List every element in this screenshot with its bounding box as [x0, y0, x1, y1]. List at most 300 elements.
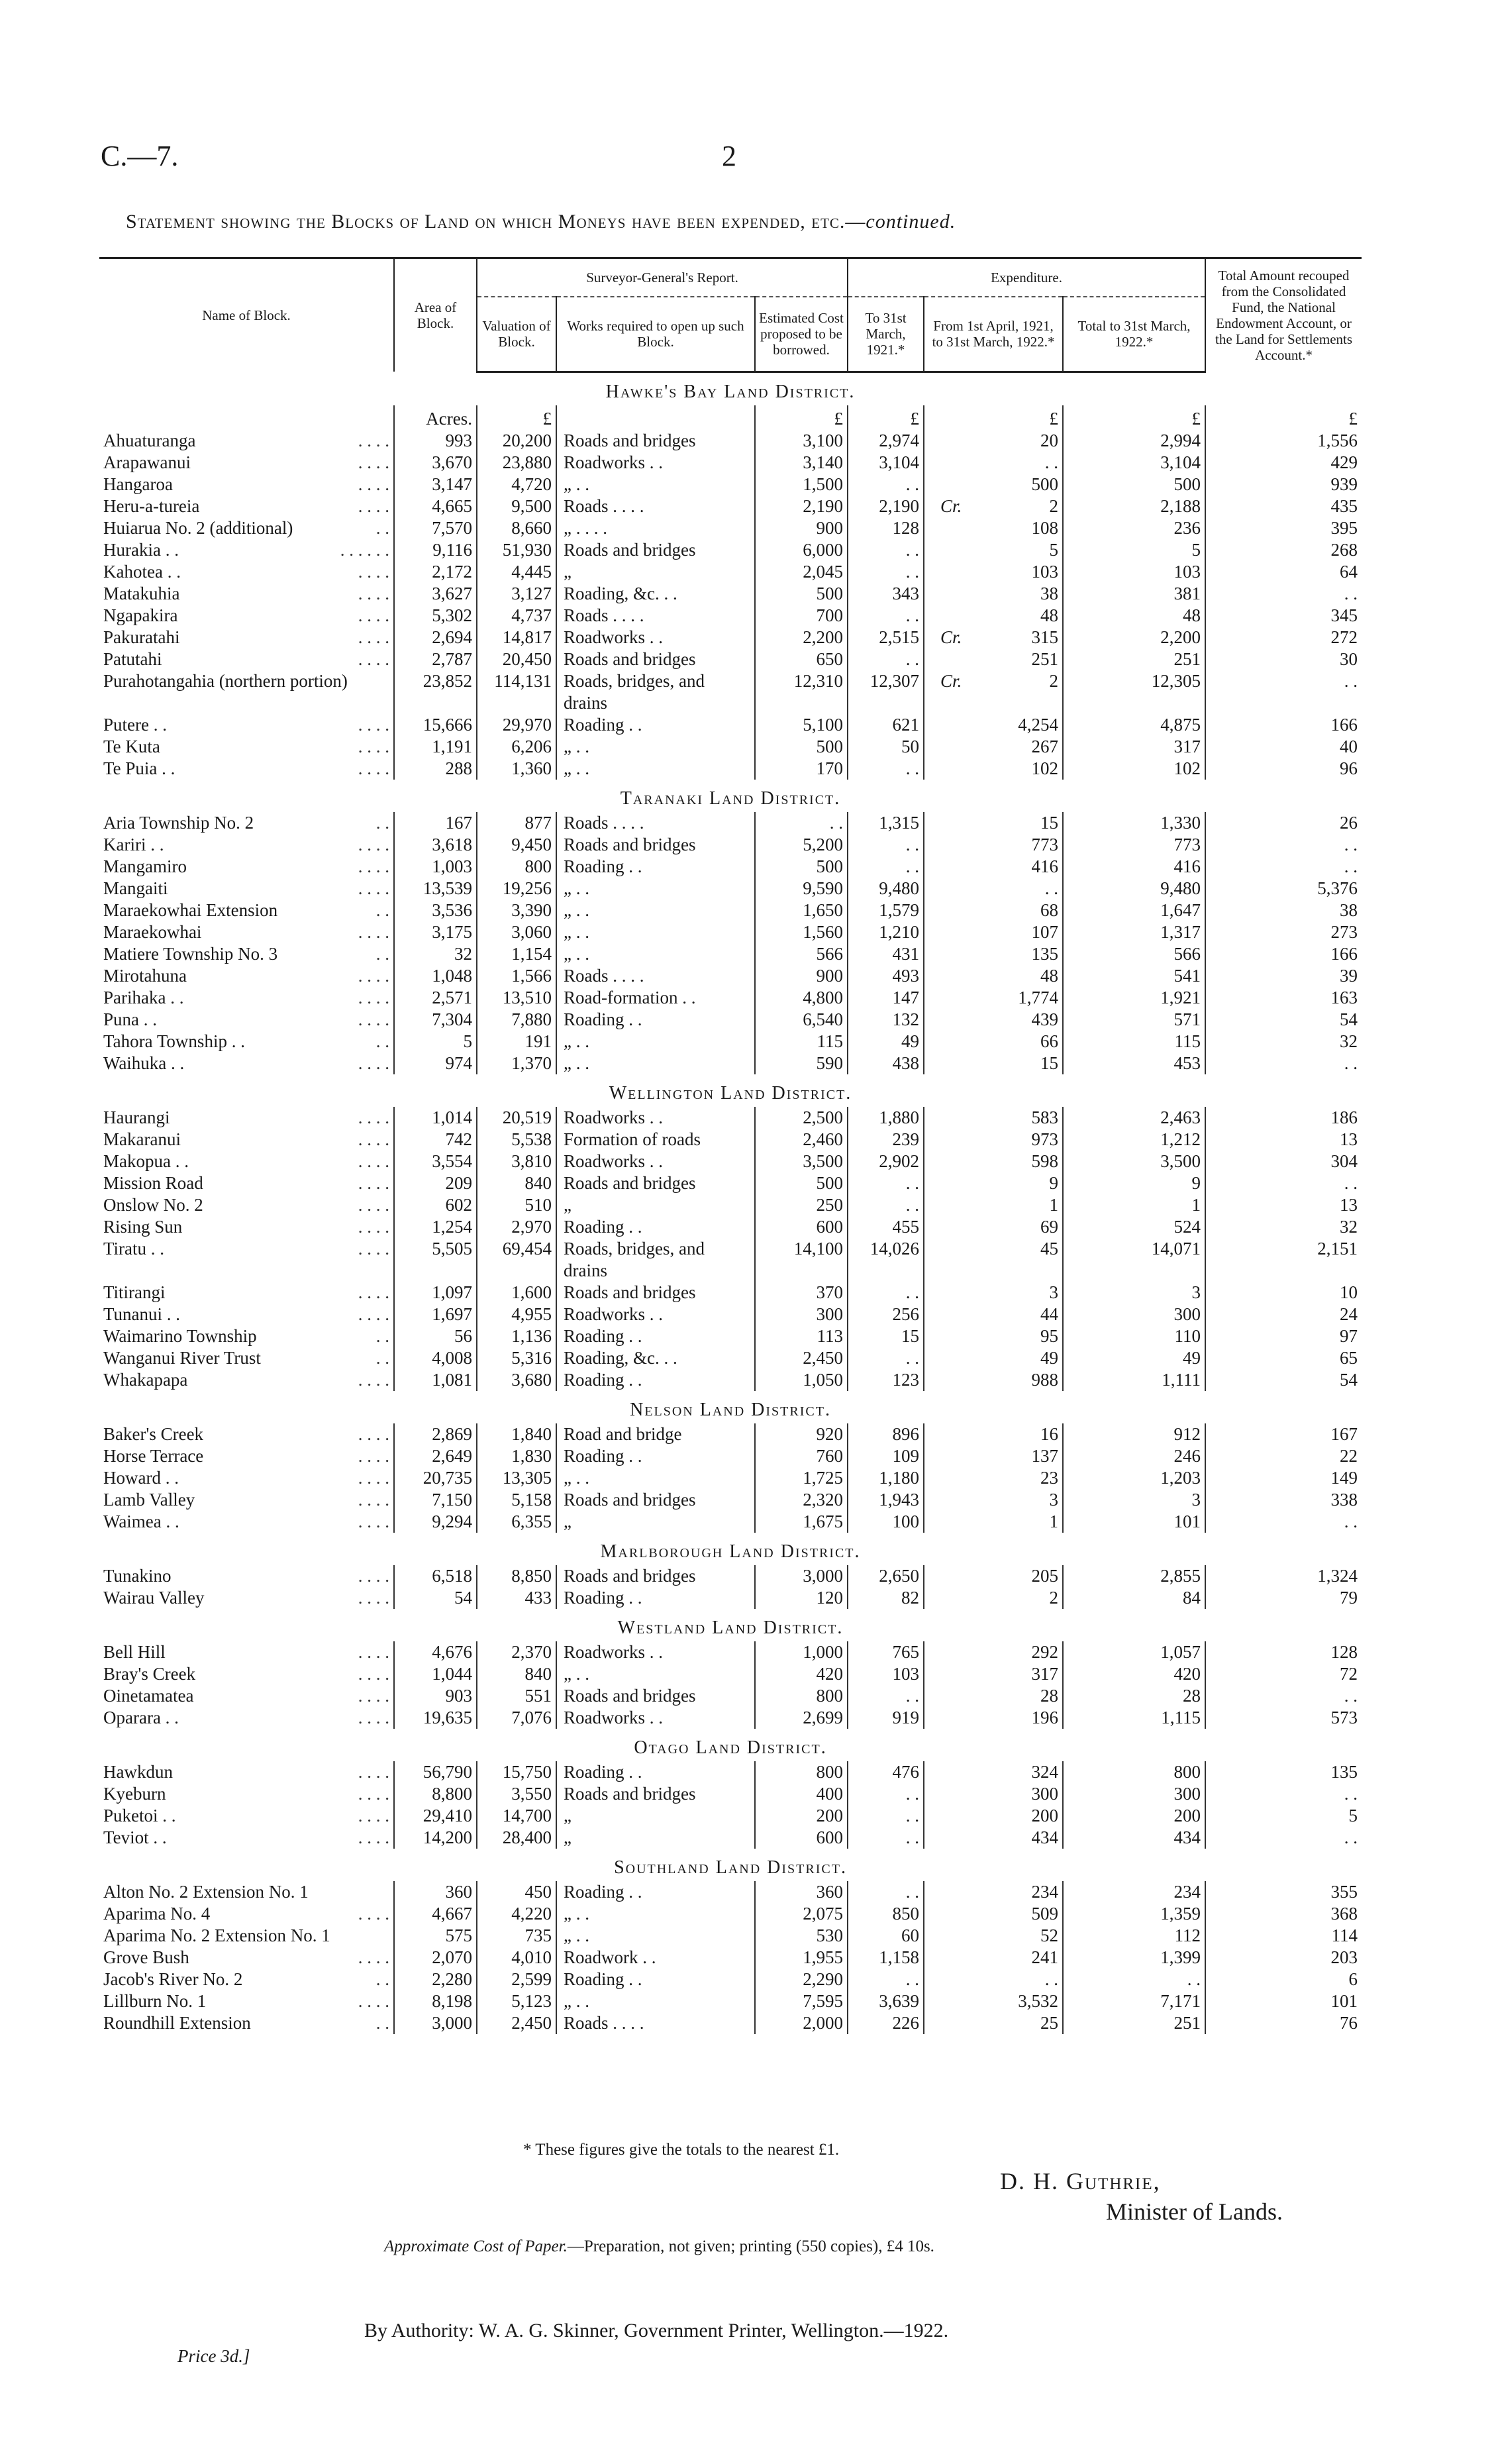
works-cell: „ . .: [556, 1663, 755, 1685]
period-cell: [924, 2012, 1063, 2034]
recouped-cell: . .: [1205, 670, 1362, 714]
leader-dots: . . . .: [358, 1489, 389, 1510]
recouped-cell: 38: [1205, 899, 1362, 921]
block-name: Heru-a-tureia: [103, 495, 200, 516]
recouped-cell: 429: [1205, 452, 1362, 474]
block-name-cell: [99, 1511, 394, 1533]
area-cell: 167: [394, 812, 477, 834]
total-1922-cell: 103: [1063, 561, 1205, 583]
works-cell: „ . .: [556, 1990, 755, 2012]
block-name: Puna . .: [103, 1009, 157, 1029]
table-row: [99, 627, 1362, 648]
block-name-cell: [99, 1445, 394, 1467]
total-1922-cell: 48: [1063, 605, 1205, 627]
area-cell: 2,869: [394, 1423, 477, 1445]
table-row: [99, 1827, 1362, 1849]
works-cell: Roading . .: [556, 1009, 755, 1031]
works-cell: „: [556, 1194, 755, 1216]
table-row: [99, 1663, 1362, 1685]
leader-dots: . . . .: [358, 1304, 389, 1324]
to-1921-cell: 2,515: [848, 627, 924, 648]
to-1921-cell: 256: [848, 1304, 924, 1325]
valuation-cell: 20,450: [477, 648, 556, 670]
table-row: [99, 943, 1362, 965]
total-1922-cell: . .: [1063, 1969, 1205, 1990]
block-name-cell: [99, 878, 394, 899]
unit-recouped: £: [1205, 405, 1362, 430]
table-row: [99, 1641, 1362, 1663]
recouped-cell: 338: [1205, 1489, 1362, 1511]
estimated-cell: 370: [755, 1282, 848, 1304]
total-1922-cell: 1,330: [1063, 812, 1205, 834]
to-1921-cell: . .: [848, 1783, 924, 1805]
area-cell: 4,667: [394, 1903, 477, 1925]
period-value: 38: [1040, 583, 1059, 603]
leader-dots: . .: [375, 1031, 389, 1051]
period-cell: [924, 517, 1063, 539]
block-name-cell: [99, 1881, 394, 1903]
period-value: 200: [1031, 1805, 1059, 1825]
statement-title-main: Statement showing the Blocks of Land on which Moneys have been expended, etc.—: [126, 211, 866, 232]
area-cell: 3,147: [394, 474, 477, 495]
leader-dots: . . . .: [358, 1903, 389, 1924]
block-name-cell: [99, 1947, 394, 1969]
block-name: Grove Bush: [103, 1947, 189, 1967]
table-row: [99, 1238, 1362, 1282]
total-1922-cell: 12,305: [1063, 670, 1205, 714]
block-name: Haurangi: [103, 1107, 170, 1127]
to-1921-cell: 455: [848, 1216, 924, 1238]
total-1922-cell: 2,188: [1063, 495, 1205, 517]
leader-dots: . . . .: [358, 736, 389, 756]
block-name: Horse Terrace: [103, 1445, 204, 1466]
block-name-cell: [99, 430, 394, 452]
total-1922-cell: 420: [1063, 1663, 1205, 1685]
estimated-cell: 920: [755, 1423, 848, 1445]
block-name: Bell Hill: [103, 1641, 166, 1662]
total-1922-cell: 571: [1063, 1009, 1205, 1031]
unit-total: £: [1063, 405, 1205, 430]
block-name-cell: [99, 1969, 394, 1990]
works-cell: Roads and bridges: [556, 539, 755, 561]
period-value: 251: [1031, 648, 1059, 669]
total-1922-cell: 7,171: [1063, 1990, 1205, 2012]
recouped-cell: 32: [1205, 1216, 1362, 1238]
recouped-cell: 13: [1205, 1129, 1362, 1151]
block-name-cell: [99, 1172, 394, 1194]
period-cell: [924, 1304, 1063, 1325]
area-cell: 5: [394, 1031, 477, 1052]
works-cell: „ . .: [556, 1031, 755, 1052]
recouped-cell: 368: [1205, 1903, 1362, 1925]
block-name-cell: [99, 1707, 394, 1729]
works-cell: Roadworks . .: [556, 1707, 755, 1729]
area-cell: 1,191: [394, 736, 477, 758]
leader-dots: . . . . . .: [340, 539, 389, 560]
leader-dots: . . . .: [358, 1107, 389, 1127]
table-row: [99, 1107, 1362, 1129]
period-cell: [924, 1216, 1063, 1238]
leader-dots: . . . .: [358, 1565, 389, 1586]
period-value: 102: [1031, 758, 1059, 778]
recouped-cell: 355: [1205, 1881, 1362, 1903]
total-1922-cell: 1,399: [1063, 1947, 1205, 1969]
block-name: Rising Sun: [103, 1216, 183, 1237]
block-name-cell: [99, 736, 394, 758]
table-row: [99, 714, 1362, 736]
block-name: Waimarino Township: [103, 1325, 257, 1346]
block-name: Whakapapa: [103, 1369, 188, 1390]
total-1922-cell: 500: [1063, 474, 1205, 495]
period-value: 2: [1049, 1587, 1059, 1608]
block-name: Patutahi: [103, 648, 162, 669]
estimated-cell: 500: [755, 583, 848, 605]
area-cell: 2,694: [394, 627, 477, 648]
table-row: [99, 1445, 1362, 1467]
period-value: 15: [1040, 812, 1059, 833]
to-1921-cell: . .: [848, 561, 924, 583]
recouped-cell: 10: [1205, 1282, 1362, 1304]
block-name: Titirangi: [103, 1282, 166, 1302]
block-name-cell: [99, 539, 394, 561]
leader-dots: . . . .: [358, 627, 389, 647]
recouped-cell: 345: [1205, 605, 1362, 627]
leader-dots: . . . .: [358, 1827, 389, 1847]
recouped-cell: 167: [1205, 1423, 1362, 1445]
area-cell: 3,618: [394, 834, 477, 856]
valuation-cell: 9,500: [477, 495, 556, 517]
total-1922-cell: 1,203: [1063, 1467, 1205, 1489]
estimated-cell: 2,460: [755, 1129, 848, 1151]
recouped-cell: 435: [1205, 495, 1362, 517]
district-heading-row: [99, 1391, 1362, 1423]
table-row: [99, 605, 1362, 627]
block-name: Bray's Creek: [103, 1663, 196, 1684]
area-cell: 2,070: [394, 1947, 477, 1969]
table-row: [99, 1151, 1362, 1172]
leader-dots: . . . .: [358, 1663, 389, 1684]
area-cell: 2,280: [394, 1969, 477, 1990]
area-cell: 3,000: [394, 2012, 477, 2034]
estimated-cell: 4,800: [755, 987, 848, 1009]
block-name: Matakuhia: [103, 583, 180, 603]
period-cell: [924, 1129, 1063, 1151]
block-name: Oparara . .: [103, 1707, 179, 1727]
works-cell: „ . .: [556, 1903, 755, 1925]
to-1921-cell: . .: [848, 856, 924, 878]
valuation-cell: 23,880: [477, 452, 556, 474]
col-header-estimated: Estimated Cost proposed to be borrowed.: [755, 297, 848, 372]
leader-dots: . . . .: [358, 474, 389, 494]
block-name: Oinetamatea: [103, 1685, 194, 1706]
recouped-cell: 273: [1205, 921, 1362, 943]
recouped-cell: 573: [1205, 1707, 1362, 1729]
block-name-cell: [99, 627, 394, 648]
area-cell: 7,304: [394, 1009, 477, 1031]
district-heading-row: [99, 1074, 1362, 1107]
estimated-cell: 1,650: [755, 899, 848, 921]
works-cell: Roading . .: [556, 1761, 755, 1783]
district-heading-row: [99, 1729, 1362, 1761]
leader-dots: . . . .: [358, 1587, 389, 1608]
to-1921-cell: 850: [848, 1903, 924, 1925]
table-row: [99, 1969, 1362, 1990]
period-value: 509: [1031, 1903, 1059, 1924]
block-name-cell: [99, 714, 394, 736]
period-value: 773: [1031, 834, 1059, 854]
works-cell: „ . .: [556, 878, 755, 899]
total-1922-cell: 300: [1063, 1304, 1205, 1325]
col-header-recouped: Total Amount recouped from the Consolidated Fund, the National Endowment Account, or the Land for Settlements Account.*: [1205, 258, 1362, 372]
period-cell: [924, 834, 1063, 856]
table-row: [99, 1511, 1362, 1533]
period-value: 1,774: [1018, 987, 1059, 1007]
valuation-cell: 2,370: [477, 1641, 556, 1663]
district-heading: Marlborough Land District.: [600, 1541, 861, 1562]
area-cell: 742: [394, 1129, 477, 1151]
leader-dots: . . . .: [358, 921, 389, 942]
area-cell: 14,200: [394, 1827, 477, 1849]
area-cell: 8,198: [394, 1990, 477, 2012]
to-1921-cell: 82: [848, 1587, 924, 1609]
block-name-cell: [99, 1565, 394, 1587]
block-name: Alton No. 2 Extension No. 1: [103, 1881, 309, 1902]
col-header-name: Name of Block.: [99, 258, 394, 372]
signatory-title: Minister of Lands.: [1106, 2198, 1283, 2225]
works-cell: Roading . .: [556, 1325, 755, 1347]
area-cell: 56,790: [394, 1761, 477, 1783]
to-1921-cell: 9,480: [848, 878, 924, 899]
recouped-cell: 5,376: [1205, 878, 1362, 899]
block-name: Aparima No. 4: [103, 1903, 211, 1924]
total-1922-cell: 234: [1063, 1881, 1205, 1903]
recouped-cell: . .: [1205, 1827, 1362, 1849]
block-name-cell: [99, 1107, 394, 1129]
estimated-cell: 2,290: [755, 1969, 848, 1990]
period-cell: [924, 965, 1063, 987]
estimated-cell: 6,000: [755, 539, 848, 561]
col-header-period: From 1st April, 1921, to 31st March, 1922.*: [924, 297, 1063, 372]
block-name-cell: [99, 1805, 394, 1827]
area-cell: 56: [394, 1325, 477, 1347]
works-cell: Roads and bridges: [556, 1489, 755, 1511]
period-cell: [924, 627, 1063, 648]
valuation-cell: 7,076: [477, 1707, 556, 1729]
valuation-cell: 69,454: [477, 1238, 556, 1282]
leader-dots: . . . .: [358, 1805, 389, 1825]
leader-dots: . .: [375, 2012, 389, 2033]
report-reference: C.—7.: [101, 140, 179, 172]
to-1921-cell: . .: [848, 605, 924, 627]
unit-works: [556, 405, 755, 430]
period-cell: [924, 1031, 1063, 1052]
area-cell: 54: [394, 1587, 477, 1609]
block-name-cell: [99, 1663, 394, 1685]
to-1921-cell: 1,180: [848, 1467, 924, 1489]
period-cell: [924, 1347, 1063, 1369]
period-value: 3: [1049, 1282, 1059, 1302]
valuation-cell: 3,390: [477, 899, 556, 921]
period-value: 68: [1040, 899, 1059, 920]
estimated-cell: 360: [755, 1881, 848, 1903]
period-cell: [924, 1761, 1063, 1783]
works-cell: Roading . .: [556, 1445, 755, 1467]
district-heading: Hawke's Bay Land District.: [605, 381, 856, 402]
recouped-cell: 72: [1205, 1663, 1362, 1685]
period-cell: [924, 943, 1063, 965]
block-name: Tahora Township . .: [103, 1031, 245, 1051]
to-1921-cell: 14,026: [848, 1238, 924, 1282]
period-value: . .: [1044, 452, 1059, 472]
total-1922-cell: 3,500: [1063, 1151, 1205, 1172]
recouped-cell: . .: [1205, 1172, 1362, 1194]
period-value: 48: [1040, 605, 1059, 625]
area-cell: 5,505: [394, 1238, 477, 1282]
works-cell: Formation of roads: [556, 1129, 755, 1151]
to-1921-cell: 147: [848, 987, 924, 1009]
works-cell: Roadwork . .: [556, 1947, 755, 1969]
estimated-cell: 5,100: [755, 714, 848, 736]
period-cell: [924, 1663, 1063, 1685]
unit-estimated: £: [755, 405, 848, 430]
period-cell: [924, 921, 1063, 943]
estimated-cell: 1,560: [755, 921, 848, 943]
to-1921-cell: 50: [848, 736, 924, 758]
table-row: [99, 1903, 1362, 1925]
works-cell: Road-formation . .: [556, 987, 755, 1009]
period-cell: [924, 495, 1063, 517]
block-name: Hawkdun: [103, 1761, 173, 1782]
period-cell: [924, 1238, 1063, 1282]
leader-dots: . . . .: [358, 1282, 389, 1302]
area-cell: 2,172: [394, 561, 477, 583]
valuation-cell: 433: [477, 1587, 556, 1609]
block-name-cell: [99, 1783, 394, 1805]
area-cell: 993: [394, 430, 477, 452]
works-cell: „: [556, 1511, 755, 1533]
period-cell: [924, 1489, 1063, 1511]
recouped-cell: . .: [1205, 834, 1362, 856]
leader-dots: . . . .: [358, 452, 389, 472]
to-1921-cell: . .: [848, 834, 924, 856]
recouped-cell: 166: [1205, 714, 1362, 736]
table-row: [99, 1587, 1362, 1609]
to-1921-cell: 896: [848, 1423, 924, 1445]
period-cell: [924, 1194, 1063, 1216]
to-1921-cell: . .: [848, 1282, 924, 1304]
period-cell: [924, 583, 1063, 605]
area-cell: 3,175: [394, 921, 477, 943]
recouped-cell: 203: [1205, 1947, 1362, 1969]
table-row: [99, 1947, 1362, 1969]
period-value: 52: [1040, 1925, 1059, 1945]
period-value: 598: [1031, 1151, 1059, 1171]
total-1922-cell: 1: [1063, 1194, 1205, 1216]
estimated-cell: 566: [755, 943, 848, 965]
works-cell: Roading . .: [556, 1369, 755, 1391]
leader-dots: . . . .: [358, 583, 389, 603]
leader-dots: . . . .: [358, 1990, 389, 2011]
area-cell: 6,518: [394, 1565, 477, 1587]
valuation-cell: 840: [477, 1663, 556, 1685]
signatory-name: D. H. Guthrie,: [1000, 2168, 1161, 2194]
to-1921-cell: 621: [848, 714, 924, 736]
to-1921-cell: . .: [848, 1827, 924, 1849]
table-row: [99, 583, 1362, 605]
works-cell: Roading . .: [556, 1587, 755, 1609]
period-cell: [924, 1969, 1063, 1990]
block-name-cell: [99, 834, 394, 856]
estimated-cell: 530: [755, 1925, 848, 1947]
to-1921-cell: 431: [848, 943, 924, 965]
to-1921-cell: 3,104: [848, 452, 924, 474]
period-cell: [924, 1707, 1063, 1729]
valuation-cell: 2,599: [477, 1969, 556, 1990]
block-name: Lamb Valley: [103, 1489, 195, 1510]
block-name: Teviot . .: [103, 1827, 167, 1847]
leader-dots: . .: [375, 517, 389, 538]
total-1922-cell: 3: [1063, 1489, 1205, 1511]
block-name: Makopua . .: [103, 1151, 189, 1171]
period-cell: [924, 736, 1063, 758]
leader-dots: . . . .: [358, 1685, 389, 1706]
block-name: Wairau Valley: [103, 1587, 205, 1608]
total-1922-cell: 453: [1063, 1052, 1205, 1074]
period-value: 2: [1049, 670, 1059, 691]
table-row: [99, 1805, 1362, 1827]
block-name-cell: [99, 1423, 394, 1445]
total-1922-cell: 416: [1063, 856, 1205, 878]
total-1922-cell: 236: [1063, 517, 1205, 539]
period-value: 69: [1040, 1216, 1059, 1237]
period-value: 28: [1040, 1685, 1059, 1706]
works-cell: „ . .: [556, 736, 755, 758]
estimated-cell: 120: [755, 1587, 848, 1609]
estimated-cell: 600: [755, 1827, 848, 1849]
area-cell: 20,735: [394, 1467, 477, 1489]
period-cell: [924, 758, 1063, 780]
area-cell: 9,294: [394, 1511, 477, 1533]
total-1922-cell: 1,212: [1063, 1129, 1205, 1151]
leader-dots: . . . .: [358, 965, 389, 986]
recouped-cell: 54: [1205, 1369, 1362, 1391]
period-value: 108: [1031, 517, 1059, 538]
period-value: 16: [1040, 1423, 1059, 1444]
leader-dots: . .: [375, 812, 389, 833]
estimated-cell: 800: [755, 1685, 848, 1707]
period-value: 973: [1031, 1129, 1059, 1149]
valuation-cell: 4,737: [477, 605, 556, 627]
table-row: [99, 758, 1362, 780]
recouped-cell: 13: [1205, 1194, 1362, 1216]
recouped-cell: 26: [1205, 812, 1362, 834]
estimated-cell: 900: [755, 517, 848, 539]
works-cell: Roads . . . .: [556, 605, 755, 627]
col-header-to-1921: To 31st March, 1921.*: [848, 297, 924, 372]
estimated-cell: 400: [755, 1783, 848, 1805]
recouped-cell: 2,151: [1205, 1238, 1362, 1282]
valuation-cell: 51,930: [477, 539, 556, 561]
works-cell: „: [556, 1805, 755, 1827]
valuation-cell: 14,817: [477, 627, 556, 648]
table-row: [99, 495, 1362, 517]
block-name: Baker's Creek: [103, 1423, 204, 1444]
recouped-cell: 32: [1205, 1031, 1362, 1052]
total-1922-cell: 1,115: [1063, 1707, 1205, 1729]
recouped-cell: 101: [1205, 1990, 1362, 2012]
block-name: Mission Road: [103, 1172, 203, 1193]
valuation-cell: 5,316: [477, 1347, 556, 1369]
